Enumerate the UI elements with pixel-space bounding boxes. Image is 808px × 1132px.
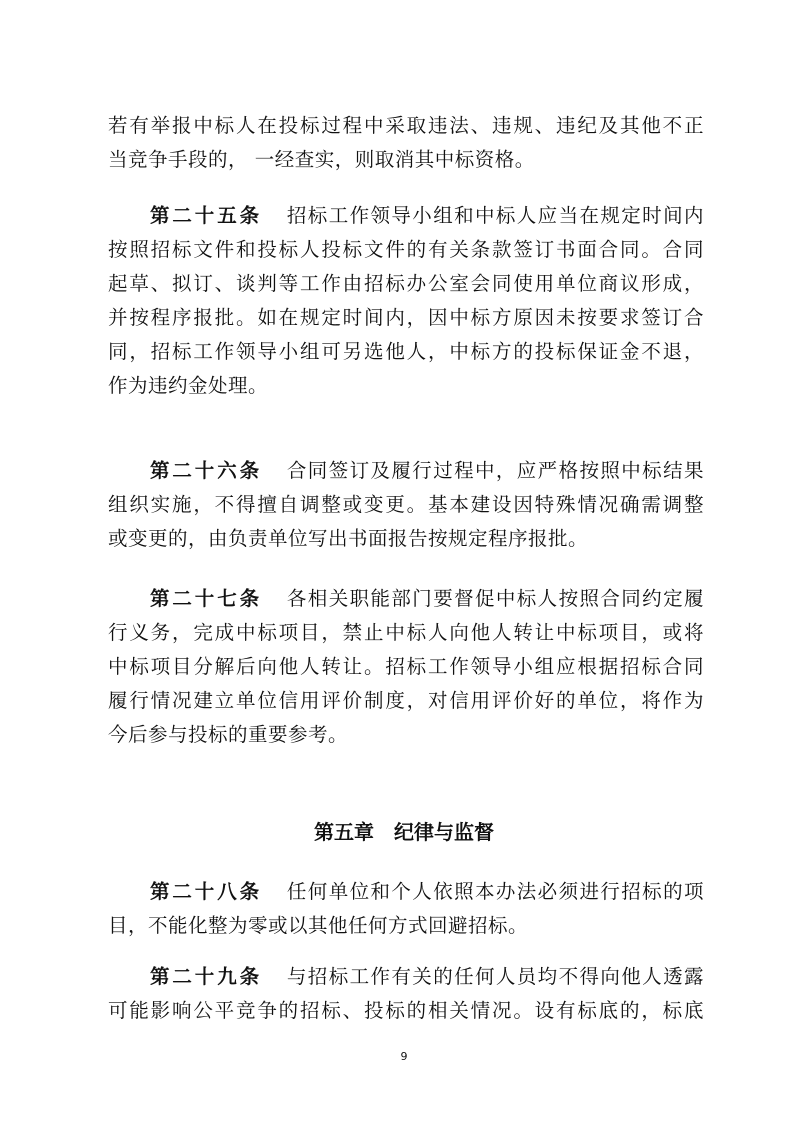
text-line: 履行情况建立单位信用评价制度，对信用评价好的单位，将作为 [108,689,704,712]
chapter-heading: 第五章 纪律与监督 [314,820,494,844]
article-number: 第二十八条 [150,880,262,903]
article-26 [108,454,704,556]
article-first-line [108,582,704,616]
article-first-line [108,454,704,488]
text-line: 与招标工作有关的任何人员均不得向他人透露 [286,965,704,988]
text-line: 当竞争手段的， 一经查实，则取消其中标资格。 [108,148,535,171]
text-line: 目，不能化整为零或以其他任何方式回避招标。 [108,914,529,937]
text-line: 或变更的，由负责单位写出书面报告按规定程序报批。 [108,527,589,550]
text-line: 招标工作领导小组和中标人应当在规定时间内 [286,204,704,227]
text-line: 同，招标工作领导小组可另选他人，中标方的投标保证金不退， [108,340,704,363]
article-29 [108,960,704,1028]
article-number: 第二十六条 [150,459,262,482]
text-line: 组织实施，不得擅自调整或变更。基本建设因特殊情况确需调整 [108,493,704,516]
text-line: 今后参与投标的重要参考。 [108,723,349,746]
text-line: 合同签订及履行过程中，应严格按照中标结果 [286,459,704,482]
article-27 [108,582,704,752]
paragraph-continuation [108,109,704,177]
text-line: 若有举报中标人在投标过程中采取违法、违规、违纪及其他不正 [108,114,704,137]
article-first-line [108,199,704,233]
page-number: 9 [400,1050,408,1063]
article-first-line [108,875,704,909]
article-25 [108,199,704,403]
article-28 [108,875,704,943]
text-line: 任何单位和个人依照本办法必须进行招标的项 [286,880,704,903]
text-line: 中标项目分解后向他人转让。招标工作领导小组应根据招标合同 [108,655,704,678]
text-line: 行义务，完成中标项目，禁止中标人向他人转让中标项目，或将 [108,621,704,644]
text-line: 按照招标文件和投标人投标文件的有关条款签订书面合同。合同 [108,238,704,261]
article-number: 第二十五条 [150,204,262,227]
article-number: 第二十七条 [150,587,262,610]
article-first-line [108,960,704,994]
text-line: 作为违约金处理。 [108,374,269,397]
text-line: 并按程序报批。如在规定时间内，因中标方原因未按要求签订合 [108,306,704,329]
text-line: 起草、拟订、谈判等工作由招标办公室会同使用单位商议形成， [108,272,704,295]
article-number: 第二十九条 [150,965,262,988]
text-line: 各相关职能部门要督促中标人按照合同约定履 [286,587,704,610]
text-line: 可能影响公平竞争的招标、投标的相关情况。设有标底的，标底 [108,999,704,1022]
